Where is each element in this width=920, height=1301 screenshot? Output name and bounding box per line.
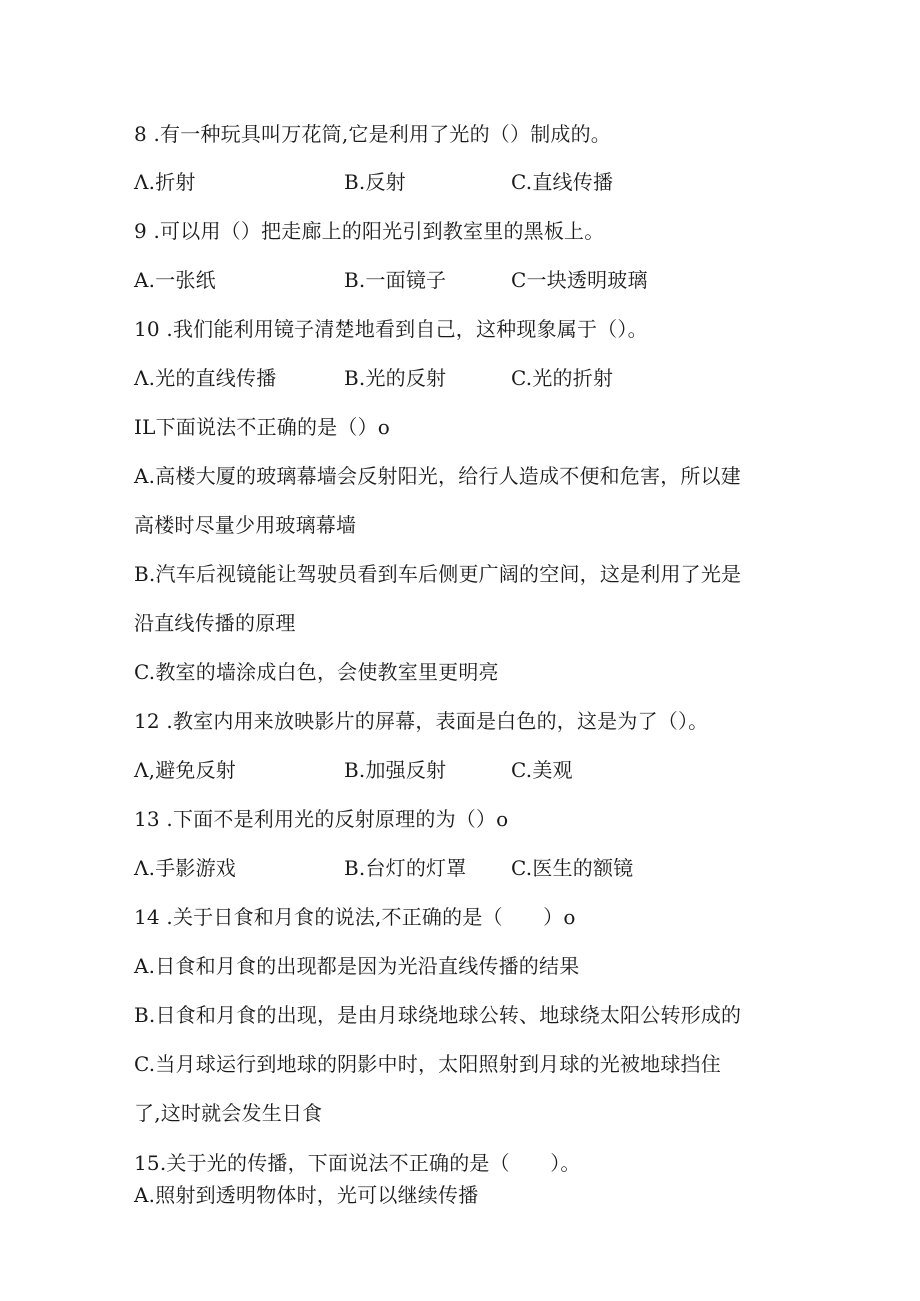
question-11-option-c: C.教室的墙涂成白色，会使教室里更明亮 (134, 660, 499, 684)
question-8-stem: 8 .有一种玩具叫万花筒,它是利用了光的（）制成的。 (134, 122, 611, 146)
question-14-option-c-line-1: C.当月球运行到地球的阴影中时，太阳照射到月球的光被地球挡住 (134, 1052, 721, 1076)
question-12-stem: 12 .教室内用来放映影片的屏幕，表面是白色的，这是为了（）。 (134, 709, 709, 733)
question-14-option-b: B.日食和月食的出现，是由月球绕地球公转、地球绕太阳公转形成的 (134, 1003, 742, 1027)
question-10-option-b: B.光的反射 (344, 366, 447, 390)
question-8-option-a: Λ.折射 (134, 170, 196, 194)
question-13-stem: 13 .下面不是利用光的反射原理的为（）o (134, 807, 509, 831)
question-11-stem: IL下面说法不正确的是（）o (134, 415, 391, 439)
question-11-option-a-line-2: 高楼时尽量少用玻璃幕墙 (134, 513, 357, 537)
question-9-option-b: B.一面镜子 (344, 268, 447, 292)
question-12-option-a: Λ,避免反射 (134, 758, 237, 782)
question-9-stem: 9 .可以用（）把走廊上的阳光引到教室里的黑板上。 (134, 219, 605, 243)
question-10-option-c: C.光的折射 (511, 366, 614, 390)
question-12-option-c: C.美观 (511, 758, 573, 782)
question-13-option-c: C.医生的额镜 (511, 856, 634, 880)
question-9-option-c: C一块透明玻璃 (511, 268, 648, 292)
question-14-stem: 14 .关于日食和月食的说法,不正确的是（ ）o (134, 905, 576, 929)
question-8-option-c: C.直线传播 (511, 170, 614, 194)
question-11-option-a-line-1: A.高楼大厦的玻璃幕墙会反射阳光，给行人造成不便和危害，所以建 (134, 464, 742, 488)
question-13-option-a: Λ.手影游戏 (134, 856, 237, 880)
question-15-stem: 15.关于光的传播，下面说法不正确的是（ ）。 (134, 1151, 581, 1175)
question-10-option-a: Λ.光的直线传播 (134, 366, 277, 390)
question-15-option-a: A.照射到透明物体时，光可以继续传播 (134, 1183, 479, 1207)
question-13-option-b: B.台灯的灯罩 (344, 856, 467, 880)
question-11-option-b-line-2: 沿直线传播的原理 (134, 611, 296, 635)
question-10-stem: 10 .我们能利用镜子清楚地看到自己，这种现象属于（）。 (134, 317, 648, 341)
question-12-option-b: B.加强反射 (344, 758, 447, 782)
question-8-option-b: B.反射 (344, 170, 406, 194)
question-9-option-a: A.一张纸 (134, 268, 216, 292)
question-11-option-b-line-1: B.汽车后视镜能让驾驶员看到车后侧更广阔的空间，这是利用了光是 (134, 562, 742, 586)
question-14-option-c-line-2: 了,这时就会发生日食 (134, 1101, 323, 1125)
question-14-option-a: A.日食和月食的出现都是因为光沿直线传播的结果 (134, 954, 580, 978)
